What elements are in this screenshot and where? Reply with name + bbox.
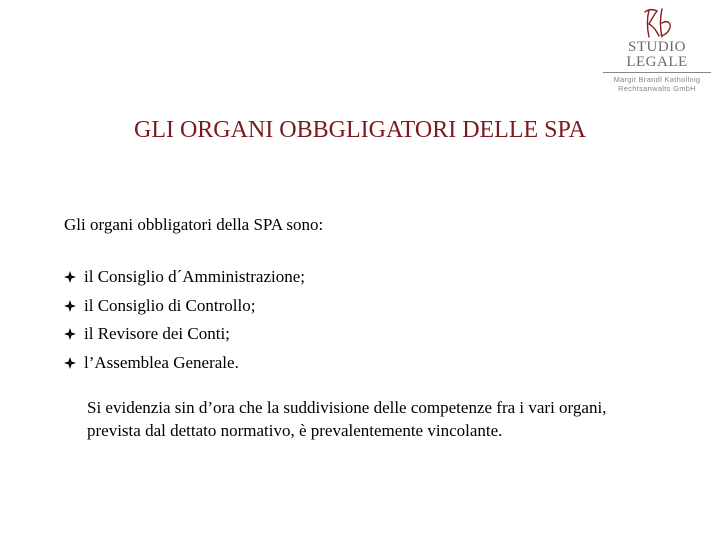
kb-monogram-icon xyxy=(637,6,677,40)
note-line-1: Si evidenzia sin d’ora che la suddivisione delle competenze fra i vari organi, xyxy=(87,398,607,417)
diamond-bullet-icon xyxy=(64,328,76,340)
note-line-2: prevista dal dettato normativo, è prevalentemente vincolante. xyxy=(87,421,503,440)
logo-name: STUDIO LEGALE xyxy=(626,39,688,70)
logo-subline-2: Rechtsanwalts GmbH xyxy=(618,84,696,93)
slide-title: GLI ORGANI OBBGLIGATORI DELLE SPA xyxy=(133,117,586,143)
diamond-bullet-icon xyxy=(64,300,76,312)
list-item-label: il Revisore dei Conti; xyxy=(84,324,230,343)
diamond-bullet-icon xyxy=(64,357,76,369)
studio-legale-logo xyxy=(598,6,716,93)
logo-divider xyxy=(603,72,711,73)
list-item-label: il Consiglio d´Amministrazione; xyxy=(84,267,305,286)
list-item xyxy=(64,292,305,321)
diamond-bullet-icon xyxy=(64,271,76,283)
list-item xyxy=(64,263,305,292)
note-paragraph xyxy=(87,396,687,442)
list-item-label: l’Assemblea Generale. xyxy=(84,352,239,372)
list-item xyxy=(64,320,305,349)
organ-list xyxy=(64,263,305,377)
intro-text: Gli organi obbligatori della SPA sono: xyxy=(64,215,324,234)
logo-subline-1: Margit Brandl Kathollnig xyxy=(613,75,701,84)
list-item-label: il Consiglio di Controllo; xyxy=(84,295,256,315)
list-item xyxy=(64,349,305,378)
